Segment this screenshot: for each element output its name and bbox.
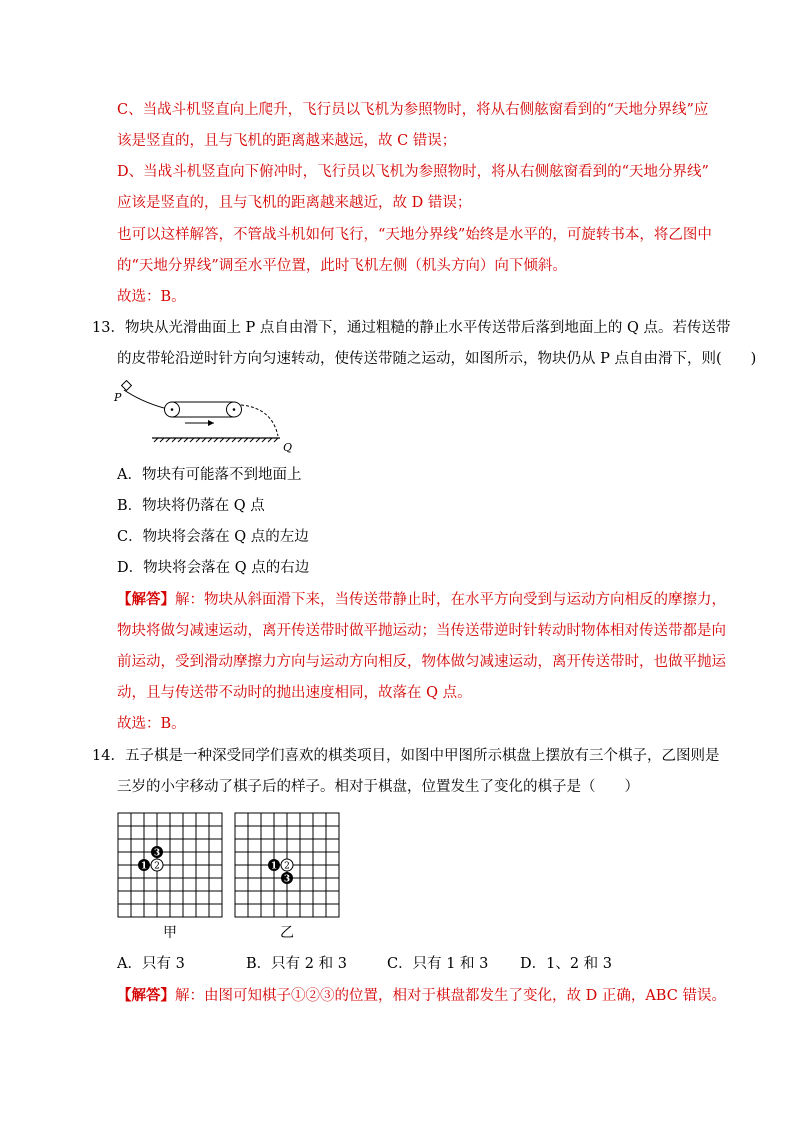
board-yi-label: 乙: [280, 925, 294, 940]
q12-answer: 故选：B。: [117, 289, 186, 305]
trajectory: [241, 405, 278, 436]
board-jia: [115, 810, 225, 940]
q13-solution-text: 解：物块从斜面滑下来，当传送带静止时，在水平方向受到与运动方向相反的摩擦力，: [175, 592, 726, 608]
svg-text:2: 2: [284, 861, 290, 872]
q13-option-c: C．物块将会落在 Q 点的左边: [117, 529, 309, 545]
q13-solution-tag: 【解答】: [117, 591, 175, 608]
q12-text-line: 该是竖直的，且与飞机的距离越来越远，故 C 错误；: [117, 133, 457, 149]
q13-solution-line: 前运动，受到滑动摩擦力方向与运动方向相反，物体做匀减速运动，离开传送带时，也做平抛运: [117, 654, 726, 670]
piece-1: [268, 859, 280, 872]
q12-text-line: C、当战斗机竖直向上爬升，飞行员以飞机为参照物时，将从右侧舷窗看到的“天地分界线”应: [117, 102, 709, 118]
svg-text:3: 3: [283, 874, 291, 885]
q14-solution-text: 解：由图可知棋子①②③的位置，相对于棋盘都发生了变化，故 D 正确，ABC 错误。: [175, 988, 726, 1004]
sliding-block: [122, 381, 132, 391]
piece-2: [281, 859, 293, 872]
q14-option-c: C．只有 1 和 3: [387, 956, 489, 972]
q14-solution-tag: 【解答】: [117, 987, 175, 1004]
right-pulley-axle: [233, 408, 236, 411]
q13-option-b: B．物块将仍落在 Q 点: [117, 498, 265, 514]
q13-solution-line: 动，且与传送带不动时的抛出速度相同，故落在 Q 点。: [117, 685, 472, 701]
svg-text:3: 3: [153, 848, 161, 859]
q14-option-b: B．只有 2 和 3: [246, 956, 347, 972]
q13-solution-line: 物块将做匀减速运动，离开传送带时做平抛运动；当传送带逆时针转动时物体相对传送带都是向: [117, 623, 726, 639]
svg-text:1: 1: [270, 861, 278, 872]
piece-2: [151, 859, 163, 872]
piece-3: [281, 872, 293, 885]
piece-3: [151, 846, 163, 859]
q12-text-line: D、当战斗机竖直向下俯冲时，飞行员以飞机为参照物时，将从右侧舷窗看到的“天地分界线”: [117, 164, 709, 180]
q13-option-a: A．物块有可能落不到地面上: [117, 467, 302, 483]
conveyor-belt-figure: [110, 378, 300, 458]
label-q: Q: [283, 441, 293, 454]
q12-text-line: 应该是竖直的，且与飞机的距离越来越近，故 D 错误；: [117, 195, 472, 211]
q13-answer: 故选：B。: [117, 716, 186, 732]
q13-stem-line: 13．物块从光滑曲面上 P 点自由滑下，通过粗糙的静止水平传送带后落到地面上的 Q 点。若传送带: [92, 320, 731, 336]
q14-option-d: D．1、2 和 3: [520, 956, 613, 972]
left-pulley-axle: [171, 408, 174, 411]
board-jia-grid: [118, 813, 222, 917]
q14-solution-line: [117, 986, 726, 1006]
q13-stem-line: 的皮带轮沿逆时针方向匀速转动，使传送带随之运动，如图所示，物块仍从 P 点自由滑下，则( ): [117, 351, 757, 367]
svg-text:1: 1: [140, 861, 148, 872]
board-yi: [232, 810, 342, 940]
board-jia-label: 甲: [163, 925, 177, 940]
q12-text-line: 的“天地分界线”调至水平位置，此时飞机左侧（机头方向）向下倾斜。: [117, 258, 567, 274]
piece-1: [138, 859, 150, 872]
ground-hatching: [154, 438, 278, 442]
q14-stem-line: 三岁的小宇移动了棋子后的样子。相对于棋盘，位置发生了变化的棋子是（ ）: [117, 779, 639, 795]
arrow-head-icon: [208, 420, 214, 426]
q14-option-a: A．只有 3: [117, 956, 185, 972]
q13-option-d: D．物块将会落在 Q 点的右边: [117, 560, 310, 576]
label-p: P: [114, 391, 122, 404]
q13-solution-line: [117, 590, 726, 610]
q12-text-line: 也可以这样解答，不管战斗机如何飞行，“天地分界线”始终是水平的，可旋转书本，将乙图中: [117, 227, 712, 243]
svg-text:2: 2: [154, 861, 160, 872]
q14-stem-line: 14．五子棋是一种深受同学们喜欢的棋类项目，如图中甲图所示棋盘上摆放有三个棋子，乙图则是: [92, 748, 720, 764]
